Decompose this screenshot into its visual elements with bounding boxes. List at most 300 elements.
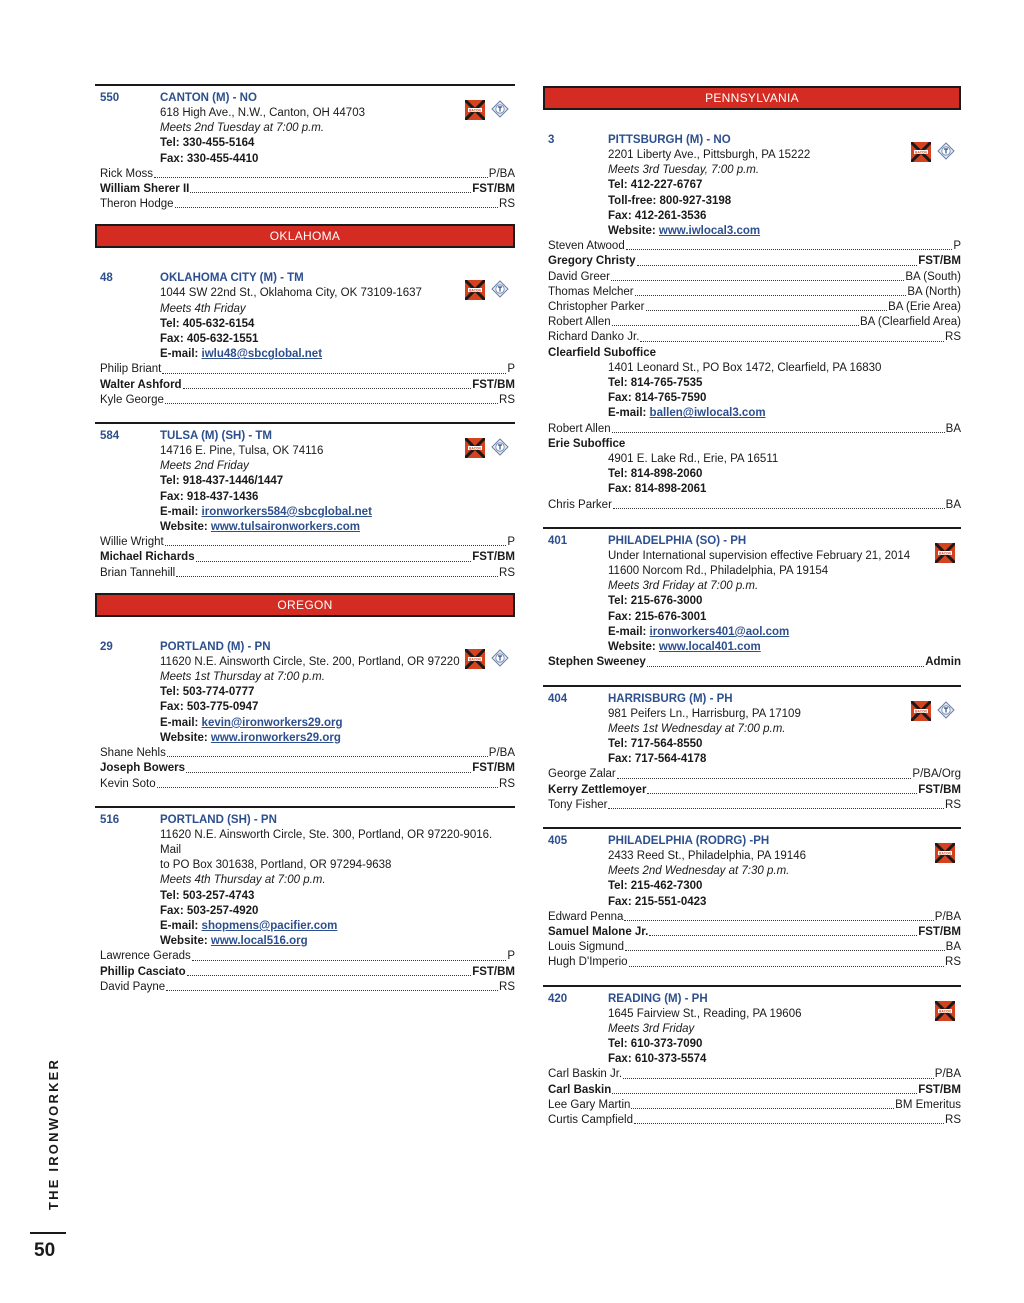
info-line bbox=[160, 474, 515, 489]
local-number: 401 bbox=[548, 534, 568, 547]
local-entry bbox=[543, 687, 961, 813]
local-header bbox=[95, 640, 515, 655]
local-number: 48 bbox=[100, 272, 113, 285]
officer-title: Admin bbox=[925, 656, 961, 669]
local-name: PITTSBURGH (M) - NO bbox=[608, 134, 731, 146]
magazine-title: THE IRONWORKER bbox=[46, 1057, 61, 1210]
svg-text:BACON: BACON bbox=[469, 108, 481, 113]
officer-name: Carl Baskin bbox=[548, 1083, 612, 1096]
info-line bbox=[608, 1022, 961, 1037]
officer-title: RS bbox=[945, 956, 961, 969]
svg-text:BACON: BACON bbox=[469, 657, 481, 662]
dot-leader bbox=[624, 910, 933, 921]
info-line bbox=[608, 610, 961, 625]
info-text: Tel: 814-765-7535 bbox=[608, 377, 703, 390]
dot-leader bbox=[183, 378, 472, 389]
ironworkers-bacon-logo-icon bbox=[935, 543, 955, 563]
dot-leader bbox=[608, 798, 944, 809]
contact-link[interactable]: kevin@ironworkers29.org bbox=[201, 716, 343, 729]
officer-title: FST/BM bbox=[472, 551, 515, 564]
officer-title: BA (North) bbox=[907, 285, 961, 298]
contact-link[interactable]: www.ironworkers29.org bbox=[210, 731, 341, 744]
local-name: CANTON (M) - NO bbox=[160, 92, 257, 104]
officer-row bbox=[543, 955, 961, 970]
info-line bbox=[608, 722, 961, 737]
officer-row bbox=[95, 761, 515, 776]
contact-link[interactable]: www.iwlocal3.com bbox=[658, 225, 761, 238]
officer-name: David Greer bbox=[548, 270, 610, 283]
officer-row bbox=[95, 535, 515, 550]
page-number: 50 bbox=[34, 1240, 56, 1261]
officer-row bbox=[543, 940, 961, 955]
local-header bbox=[543, 992, 961, 1007]
info-text: E-mail: bbox=[160, 919, 202, 932]
officer-row bbox=[95, 949, 515, 964]
local-info bbox=[543, 849, 961, 910]
info-line bbox=[160, 317, 515, 332]
officer-row bbox=[543, 767, 961, 782]
contact-link[interactable]: ironworkers584@sbcglobal.net bbox=[201, 505, 372, 518]
info-text: Meets 3rd Friday bbox=[608, 1022, 695, 1035]
officer-name: William Sherer II bbox=[100, 183, 190, 196]
officer-title: BA bbox=[945, 422, 961, 435]
officer-title: P/BA bbox=[934, 910, 961, 923]
dot-leader bbox=[631, 1098, 894, 1109]
officer-row bbox=[95, 777, 515, 792]
ironworkers-bacon-logo-icon bbox=[465, 438, 485, 458]
info-text: 4901 E. Lake Rd., Erie, PA 16511 bbox=[608, 453, 779, 466]
officer-title: BA bbox=[945, 498, 961, 511]
officer-row bbox=[543, 254, 961, 269]
officer-row bbox=[543, 1113, 961, 1128]
info-text: Under International supervision effective February 21, 2014 bbox=[608, 549, 911, 562]
svg-text:BACON: BACON bbox=[939, 1008, 951, 1013]
officer-name: David Payne bbox=[100, 980, 166, 993]
info-text: E-mail: bbox=[608, 625, 650, 638]
officer-name: Philip Briant bbox=[100, 363, 162, 376]
officer-name: Curtis Campfield bbox=[548, 1113, 633, 1126]
info-line bbox=[608, 194, 961, 209]
info-text: 1044 SW 22nd St., Oklahoma City, OK 73109-1637 bbox=[160, 287, 422, 300]
contact-link[interactable]: ballen@iwlocal3.com bbox=[649, 407, 766, 420]
dot-leader bbox=[637, 254, 918, 265]
dot-leader bbox=[165, 393, 498, 404]
officer-name: Walter Ashford bbox=[100, 378, 182, 391]
info-text: Tel: 503-774-0777 bbox=[160, 686, 255, 699]
suboffice-info bbox=[543, 452, 961, 498]
officer-name: Hugh D'Imperio bbox=[548, 956, 628, 969]
info-text: Fax: 405-632-1551 bbox=[160, 333, 259, 346]
dot-leader bbox=[187, 965, 472, 976]
dot-leader bbox=[612, 315, 859, 326]
info-line bbox=[160, 904, 515, 919]
officer-name: George Zalar bbox=[548, 768, 616, 781]
officer-title: BA (Erie Area) bbox=[888, 301, 961, 314]
info-text: 981 Peifers Ln., Harrisburg, PA 17109 bbox=[608, 707, 801, 720]
info-line bbox=[160, 152, 515, 167]
dot-leader bbox=[647, 783, 917, 794]
local-entry bbox=[543, 128, 961, 513]
officer-name: Stephen Sweeney bbox=[548, 656, 646, 669]
info-line bbox=[160, 670, 515, 685]
ironworkers-bacon-logo-icon bbox=[911, 142, 931, 162]
dot-leader bbox=[611, 270, 904, 281]
page-rule bbox=[30, 1232, 66, 1234]
local-number: 404 bbox=[548, 692, 568, 705]
officer-name: Michael Richards bbox=[100, 551, 195, 564]
local-name: HARRISBURG (M) - PH bbox=[608, 692, 733, 705]
info-text: Fax: 814-898-2061 bbox=[608, 483, 707, 496]
dot-leader bbox=[635, 285, 907, 296]
info-text: Meets 3rd Tuesday, 7:00 p.m. bbox=[608, 164, 760, 177]
local-name: READING (M) - PH bbox=[608, 992, 708, 1005]
logo-badges bbox=[935, 543, 955, 563]
info-line bbox=[160, 286, 515, 301]
info-line bbox=[608, 737, 961, 752]
contact-link[interactable]: www.tulsaironworkers.com bbox=[210, 521, 361, 534]
officer-title: P bbox=[507, 536, 515, 549]
officer-title: RS bbox=[499, 980, 515, 993]
officer-title: FST/BM bbox=[918, 925, 961, 938]
local-entry bbox=[95, 266, 515, 408]
info-text: 14716 E. Pine, Tulsa, OK 74116 bbox=[160, 445, 324, 458]
info-text: E-mail: bbox=[160, 348, 202, 361]
officer-row bbox=[543, 330, 961, 345]
info-text: Meets 4th Thursday at 7:00 p.m. bbox=[160, 874, 326, 887]
officer-title: FST/BM bbox=[918, 255, 961, 268]
info-text: Website: bbox=[160, 731, 211, 744]
officer-name: Joseph Bowers bbox=[100, 762, 185, 775]
officer-row bbox=[95, 197, 515, 212]
info-text: Fax: 717-564-4178 bbox=[608, 753, 707, 766]
officer-title: FST/BM bbox=[918, 1083, 961, 1096]
svg-text:BACON: BACON bbox=[939, 851, 951, 856]
local-name: OKLAHOMA CITY (M) - TM bbox=[160, 272, 304, 285]
officer-row bbox=[95, 746, 515, 761]
officer-name: Gregory Christy bbox=[548, 255, 636, 268]
svg-text:BACON: BACON bbox=[915, 708, 927, 713]
dot-leader bbox=[166, 980, 498, 991]
officer-name: Christopher Parker bbox=[548, 301, 645, 314]
info-line bbox=[608, 209, 961, 224]
svg-text:BACON: BACON bbox=[469, 288, 481, 293]
info-text: Meets 3rd Friday at 7:00 p.m. bbox=[608, 580, 759, 593]
contact-link[interactable]: iwlu48@sbcglobal.net bbox=[201, 348, 323, 361]
info-text: Tel: 717-564-8550 bbox=[608, 737, 703, 750]
info-line bbox=[608, 391, 961, 406]
info-line bbox=[608, 879, 961, 894]
info-line bbox=[160, 505, 515, 520]
local-info bbox=[95, 286, 515, 362]
impact-shield-logo-icon bbox=[491, 438, 509, 456]
logo-badges bbox=[465, 438, 509, 458]
officer-name: Tony Fisher bbox=[548, 798, 608, 811]
officer-title: P bbox=[507, 363, 515, 376]
info-text: E-mail: bbox=[160, 716, 202, 729]
local-info bbox=[543, 707, 961, 768]
dot-leader bbox=[617, 767, 912, 778]
info-line bbox=[160, 700, 515, 715]
info-text: Fax: 215-551-0423 bbox=[608, 895, 707, 908]
dot-leader bbox=[154, 167, 488, 178]
info-text: Meets 2nd Tuesday at 7:00 p.m. bbox=[160, 122, 325, 135]
info-text: 1645 Fairview St., Reading, PA 19606 bbox=[608, 1007, 802, 1020]
dot-leader bbox=[612, 1083, 917, 1094]
officer-title: P/BA bbox=[488, 747, 515, 760]
officer-name: Theron Hodge bbox=[100, 198, 174, 211]
ironworkers-bacon-logo-icon bbox=[465, 280, 485, 300]
local-number: 420 bbox=[548, 992, 568, 1005]
officer-row bbox=[543, 1067, 961, 1082]
officer-title: RS bbox=[945, 798, 961, 811]
officer-row bbox=[95, 550, 515, 565]
local-header bbox=[95, 429, 515, 444]
officer-title: FST/BM bbox=[472, 183, 515, 196]
info-line bbox=[160, 685, 515, 700]
dot-leader bbox=[646, 300, 888, 311]
officer-row bbox=[543, 910, 961, 925]
dot-leader bbox=[623, 1067, 934, 1078]
info-line bbox=[608, 482, 961, 497]
info-line bbox=[608, 752, 961, 767]
officer-name: Rick Moss bbox=[100, 167, 154, 180]
officer-row bbox=[543, 285, 961, 300]
officer-row bbox=[543, 270, 961, 285]
officer-name: Willie Wright bbox=[100, 536, 164, 549]
officer-row bbox=[95, 362, 515, 377]
info-text: to PO Box 301638, Portland, OR 97294-9638 bbox=[160, 859, 392, 872]
officer-row bbox=[543, 1083, 961, 1098]
info-line bbox=[160, 106, 515, 121]
officer-name: Louis Sigmund bbox=[548, 941, 625, 954]
officer-name: Edward Penna bbox=[548, 910, 624, 923]
dot-leader bbox=[190, 182, 471, 193]
state-header: OREGON bbox=[95, 593, 515, 617]
dot-leader bbox=[629, 955, 944, 966]
info-line bbox=[160, 347, 515, 362]
officer-row bbox=[95, 167, 515, 182]
info-line bbox=[608, 361, 961, 376]
officer-title: RS bbox=[499, 777, 515, 790]
info-line bbox=[608, 895, 961, 910]
info-text: Tel: 215-462-7300 bbox=[608, 880, 703, 893]
officer-row bbox=[543, 783, 961, 798]
right-column bbox=[543, 84, 961, 1128]
suboffice-info bbox=[543, 361, 961, 422]
dot-leader bbox=[634, 1113, 944, 1124]
left-column bbox=[95, 84, 515, 995]
info-text: Tel: 215-676-3000 bbox=[608, 595, 703, 608]
info-line bbox=[160, 828, 515, 858]
local-info bbox=[95, 106, 515, 167]
info-line bbox=[608, 640, 961, 655]
suboffice-heading: Erie Suboffice bbox=[548, 437, 626, 450]
ironworkers-bacon-logo-icon bbox=[465, 649, 485, 669]
info-text: Meets 2nd Wednesday at 7:30 p.m. bbox=[608, 865, 790, 878]
info-line bbox=[608, 452, 961, 467]
officer-row bbox=[95, 566, 515, 581]
local-header bbox=[543, 534, 961, 549]
info-line bbox=[160, 716, 515, 731]
officer-title: P/BA bbox=[488, 167, 515, 180]
dot-leader bbox=[176, 566, 498, 577]
local-name: TULSA (M) (SH) - TM bbox=[160, 430, 272, 443]
dot-leader bbox=[647, 655, 924, 666]
logo-badges bbox=[465, 280, 509, 300]
logo-badges bbox=[935, 843, 955, 863]
dot-leader bbox=[192, 949, 507, 960]
officer-title: FST/BM bbox=[472, 378, 515, 391]
info-line bbox=[160, 919, 515, 934]
contact-link[interactable]: shopmens@pacifier.com bbox=[201, 919, 338, 932]
officer-title: RS bbox=[499, 393, 515, 406]
officer-row bbox=[543, 498, 961, 513]
officer-name: Phillip Casciato bbox=[100, 965, 186, 978]
contact-link[interactable]: www.local401.com bbox=[658, 641, 761, 654]
logo-badges bbox=[465, 649, 509, 669]
local-name: PHILADELPHIA (SO) - PH bbox=[608, 534, 747, 547]
officer-title: BA bbox=[945, 941, 961, 954]
info-text: E-mail: bbox=[160, 505, 202, 518]
officer-title: BM Emeritus bbox=[895, 1098, 961, 1111]
info-line bbox=[608, 579, 961, 594]
officer-title: RS bbox=[499, 198, 515, 211]
impact-shield-logo-icon bbox=[937, 142, 955, 160]
info-text: Meets 1st Wednesday at 7:00 p.m. bbox=[608, 722, 786, 735]
info-text: Fax: 412-261-3536 bbox=[608, 209, 707, 222]
dot-leader bbox=[175, 197, 498, 208]
info-line bbox=[160, 136, 515, 151]
officer-name: Robert Allen bbox=[548, 422, 611, 435]
info-text: Fax: 918-437-1436 bbox=[160, 490, 259, 503]
officer-row bbox=[543, 239, 961, 254]
officer-name: Thomas Melcher bbox=[548, 285, 634, 298]
info-line bbox=[160, 490, 515, 505]
ironworkers-bacon-logo-icon bbox=[465, 100, 485, 120]
dot-leader bbox=[640, 330, 944, 341]
local-header bbox=[543, 834, 961, 849]
info-text: Website: bbox=[608, 225, 659, 238]
officer-name: Kyle George bbox=[100, 393, 164, 406]
officer-name: Shane Nehls bbox=[100, 747, 166, 760]
info-line bbox=[608, 148, 961, 163]
info-text: Fax: 814-765-7590 bbox=[608, 392, 707, 405]
officer-row bbox=[543, 925, 961, 940]
info-text: Tel: 405-632-6154 bbox=[160, 317, 255, 330]
impact-shield-logo-icon bbox=[937, 701, 955, 719]
officer-name: Kevin Soto bbox=[100, 777, 156, 790]
info-text: Tel: 814-898-2060 bbox=[608, 468, 703, 481]
info-line bbox=[608, 1052, 961, 1067]
info-line bbox=[608, 467, 961, 482]
info-text: 2201 Liberty Ave., Pittsburgh, PA 15222 bbox=[608, 149, 811, 161]
info-line bbox=[160, 934, 515, 949]
info-line bbox=[608, 594, 961, 609]
info-text: 2433 Reed St., Philadelphia, PA 19146 bbox=[608, 849, 806, 862]
local-number: 3 bbox=[548, 134, 555, 146]
officer-name: Robert Allen bbox=[548, 316, 611, 329]
logo-badges bbox=[911, 701, 955, 721]
info-line bbox=[160, 889, 515, 904]
officer-row bbox=[543, 655, 961, 670]
local-entry bbox=[543, 529, 961, 671]
dot-leader bbox=[162, 362, 506, 373]
info-text: Meets 1st Thursday at 7:00 p.m. bbox=[160, 671, 325, 684]
info-text: Website: bbox=[160, 935, 211, 948]
info-line bbox=[608, 864, 961, 879]
dot-leader bbox=[649, 925, 917, 936]
officer-title: P/BA/Org bbox=[912, 768, 961, 781]
officer-title: RS bbox=[945, 331, 961, 344]
local-info bbox=[543, 549, 961, 655]
info-line bbox=[608, 564, 961, 579]
info-text: 11620 N.E. Ainsworth Circle, Ste. 200, Portland, OR 97220 bbox=[160, 655, 460, 668]
local-entry bbox=[95, 635, 515, 792]
contact-link[interactable]: ironworkers401@aol.com bbox=[649, 625, 790, 638]
impact-shield-logo-icon bbox=[491, 100, 509, 118]
local-entry bbox=[95, 808, 515, 995]
info-line bbox=[160, 520, 515, 535]
officer-title: RS bbox=[945, 1113, 961, 1126]
officer-title: P bbox=[507, 950, 515, 963]
state-header: OKLAHOMA bbox=[95, 224, 515, 248]
officer-row bbox=[543, 300, 961, 315]
ironworkers-bacon-logo-icon bbox=[935, 843, 955, 863]
dot-leader bbox=[613, 498, 945, 509]
info-text: Fax: 503-257-4920 bbox=[160, 904, 259, 917]
local-info bbox=[543, 148, 961, 239]
officer-name: Chris Parker bbox=[548, 498, 612, 511]
info-text: Website: bbox=[608, 641, 659, 654]
info-line bbox=[608, 1007, 961, 1022]
officer-name: Steven Atwood bbox=[548, 240, 625, 253]
officer-name: Samuel Malone Jr. bbox=[548, 925, 649, 938]
info-text: Tel: 610-373-7090 bbox=[608, 1037, 703, 1050]
info-text: Fax: 503-775-0947 bbox=[160, 701, 259, 714]
contact-link[interactable]: www.local516.org bbox=[210, 935, 308, 948]
officer-row bbox=[543, 1098, 961, 1113]
officer-title: FST/BM bbox=[472, 965, 515, 978]
local-entry bbox=[543, 829, 961, 971]
officer-title: P/BA bbox=[934, 1068, 961, 1081]
local-header bbox=[95, 91, 515, 106]
info-text: Tel: 918-437-1446/1447 bbox=[160, 475, 284, 488]
local-info bbox=[95, 444, 515, 535]
info-text: Meets 2nd Friday bbox=[160, 460, 249, 473]
info-line bbox=[160, 121, 515, 136]
info-text: 618 High Ave., N.W., Canton, OH 44703 bbox=[160, 107, 365, 119]
info-text: E-mail: bbox=[608, 407, 650, 420]
info-line bbox=[160, 873, 515, 888]
local-number: 516 bbox=[100, 813, 120, 826]
info-text: Toll-free: 800-927-3198 bbox=[608, 194, 732, 207]
info-text: Tel: 330-455-5164 bbox=[160, 137, 255, 150]
local-name: PHILADELPHIA (RODRG) -PH bbox=[608, 834, 770, 847]
suboffice-heading: Clearfield Suboffice bbox=[548, 346, 656, 359]
info-line bbox=[608, 224, 961, 239]
info-text: Fax: 215-676-3001 bbox=[608, 610, 707, 623]
logo-badges bbox=[935, 1001, 955, 1021]
dot-leader bbox=[626, 239, 953, 250]
local-header bbox=[543, 692, 961, 707]
logo-badges bbox=[465, 100, 509, 120]
info-text: 1401 Leonard St., PO Box 1472, Clearfield, PA 16830 bbox=[608, 361, 882, 374]
info-line bbox=[608, 406, 961, 421]
state-header: PENNSYLVANIA bbox=[543, 86, 961, 110]
ironworkers-bacon-logo-icon bbox=[935, 1001, 955, 1021]
info-line bbox=[160, 332, 515, 347]
info-line bbox=[608, 849, 961, 864]
